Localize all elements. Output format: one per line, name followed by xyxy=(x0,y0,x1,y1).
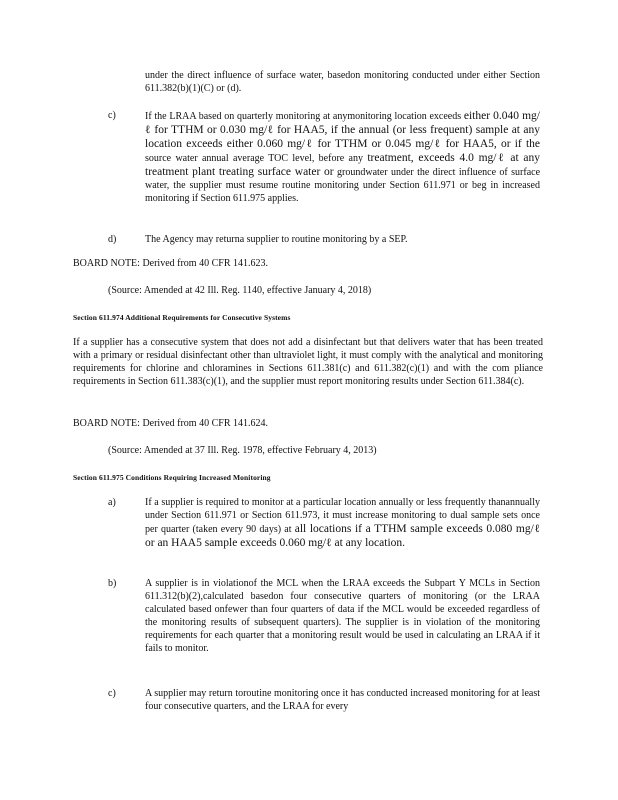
item-c-label: c) xyxy=(108,110,116,121)
source-note-1: (Source: Amended at 42 Ill. Reg. 1140, effective January 4, 2018) xyxy=(108,285,372,296)
item-d-paragraph: The Agency may returna supplier to routine monitoring by a SEP. xyxy=(145,234,408,245)
board-note-2: BOARD NOTE: Derived from 40 CFR 141.624. xyxy=(73,418,268,429)
item-c-text-4: treatment, exceeds 4.0 mg/ℓ at any treatment plant treating surface water or xyxy=(145,152,540,178)
section-974-paragraph: If a supplier has a consecutive system that does not add a disinfectant but that delivers water that has been treated with a primary or residual disinfectant other than ultraviolet light, it must comply with the analytical and monitoring requirements for chlorine and chloramines in Sections 611.381(c) and 611.382(c)(1) and with the com pliance requirements in Section 611.383(c)(1), and the supplier must report monitoring results under Section 611.384(c). xyxy=(73,337,543,387)
item-c2-paragraph: A supplier may return toroutine monitoring once it has conducted increased monitoring for at least four consecutive quarters, and the LRAA for every xyxy=(145,688,540,712)
section-974-heading: Section 611.974 Additional Requirements for Consecutive Systems xyxy=(73,313,291,322)
item-c-text-1: If the LRAA based on quarterly monitoring at anymonitoring location exceeds xyxy=(145,111,462,122)
item-d-label: d) xyxy=(108,234,117,245)
source-note-2: (Source: Amended at 37 Ill. Reg. 1978, effective February 4, 2013) xyxy=(108,445,377,456)
board-note-1: BOARD NOTE: Derived from 40 CFR 141.623. xyxy=(73,258,268,269)
section-975-heading: Section 611.975 Conditions Requiring Increased Monitoring xyxy=(73,473,271,482)
item-b-paragraph: A supplier is in violationof the MCL when the LRAA exceeds the Subpart Y MCLs in Section 611.312(b)(2),calculated basedon four consecutive quarters of monitoring (or the LRAA calculated based onfewer than four quarters of data if the MCL would be exceeded regardless of the monitoring results of subsequent quarters). The supplier is in violation of the monitoring requirements for each quarter that a monitoring result would be used in calculating an LRAA if it fails to monitor. xyxy=(145,578,540,654)
continuation-paragraph: under the direct influence of surface water, basedon monitoring conducted under either Section 611.382(b)(1)(C) or (d). xyxy=(145,70,540,94)
item-a-paragraph xyxy=(145,496,540,550)
item-a-text-1: If a supplier is required to monitor at a particular location annually or less frequently thanannually under Section 611.971 or Section 611.973, it must increase monitoring to dual sample sets once per quarter (taken every 90 days) at xyxy=(145,497,540,535)
item-b-label: b) xyxy=(108,578,117,589)
item-c-text-5: groundwater under the direct influence of surface water, the supplier must resume routine monitoring under Section 611.971 or beg in increased monitoring if Section 611.975 applies. xyxy=(145,167,541,204)
item-c2-label: c) xyxy=(108,688,116,699)
item-a-label: a) xyxy=(108,497,116,508)
item-c-paragraph xyxy=(145,109,540,205)
item-a-text-2: all locations if a TTHM sample exceeds 0.080 mg/ℓ or an HAA5 sample exceeds 0.060 mg/ℓ at any location. xyxy=(145,523,541,549)
item-c-text-2: either 0.040 mg/ℓ for TTHM or 0.030 mg/ℓ for HAA5, if the annual (or less frequent) sample at any location exceeds either 0.060 mg/ℓ for TTHM or 0.045 mg/ℓ for HAA5, or if the xyxy=(145,110,540,150)
item-c-text-3: source water annual average TOC level, before any xyxy=(145,153,363,164)
